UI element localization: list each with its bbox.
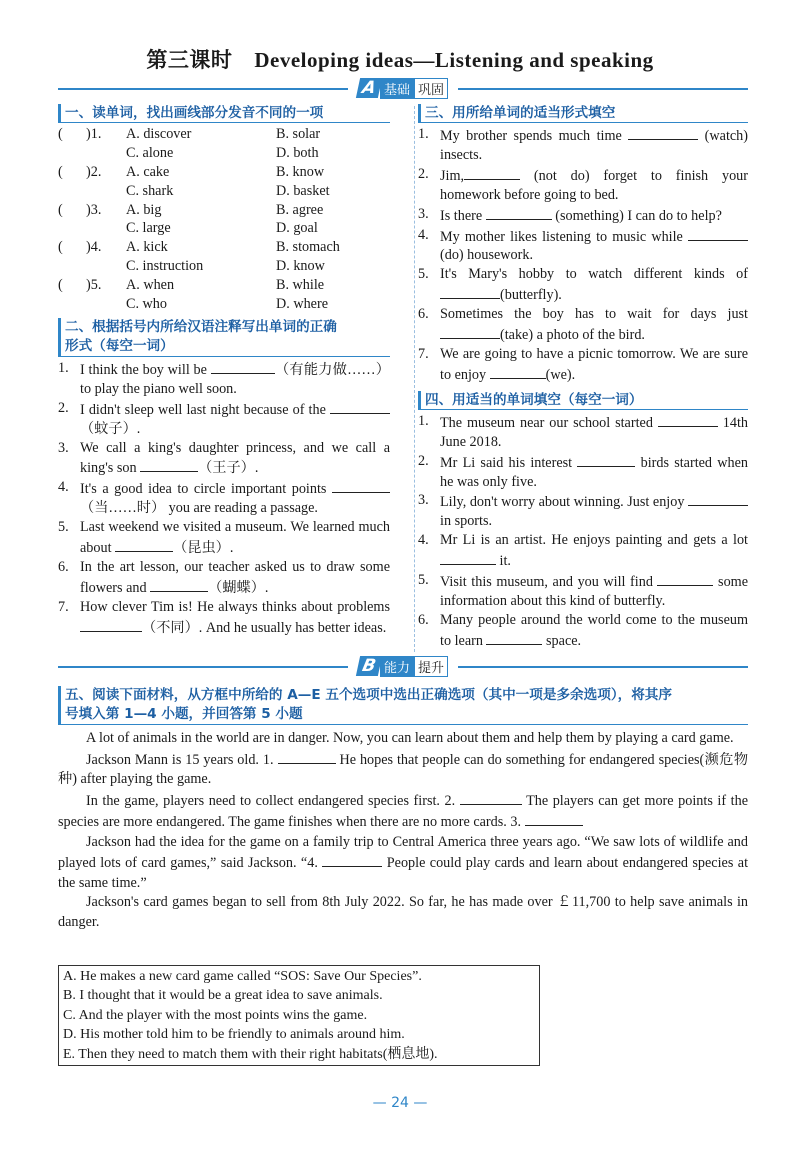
heading-line1: 二、根据括号内所给汉语注释写出单词的正确 xyxy=(65,318,337,335)
option-d: D. both xyxy=(276,144,319,161)
badge-letter: A xyxy=(356,78,382,98)
option-item: E. Then they need to match them with their right habitats(栖息地). xyxy=(63,1046,438,1062)
banner-advanced xyxy=(58,656,748,678)
heading-line2: 号填入第 1—4 小题，并回答第 5 小题 xyxy=(65,706,303,722)
option-d: D. goal xyxy=(276,220,318,237)
section4-heading: 四、用适当的单词填空（每空一词） xyxy=(418,391,748,410)
answer-blank[interactable] xyxy=(628,125,698,140)
answer-blank[interactable] xyxy=(486,205,552,220)
s3-question: 4. My mother likes listening to music while (do) housework. xyxy=(418,226,748,266)
option-a: A. discover xyxy=(126,126,192,142)
heading-line1: 五、阅读下面材料，从方框中所给的 A—E 五个选项中选出正确选项（其中一项是多余选项），将其序 xyxy=(65,687,672,703)
option-b: B. stomach xyxy=(276,239,340,256)
answer-blank[interactable] xyxy=(115,537,173,552)
s3-question: 7. We are going to have a picnic tomorrow. We are sure to enjoy (we). xyxy=(418,345,748,383)
answer-blank[interactable] xyxy=(330,399,390,414)
s2-question: 7. How clever Tim is! He always thinks about problems （不同）. And he usually has better ideas. xyxy=(58,598,390,636)
banner-basic xyxy=(58,78,748,100)
page-number: — 24 — xyxy=(372,1095,428,1111)
banner-line xyxy=(58,666,348,668)
title-cn: 第三课时 xyxy=(146,48,233,72)
option-item: A. He makes a new card game called “SOS: Save Our Species”. xyxy=(63,969,422,984)
s3-question: 1. My brother spends much time (watch) insects. xyxy=(418,126,748,163)
right-column xyxy=(418,104,748,651)
option-a: A. cake xyxy=(126,163,170,180)
s2-question: 5. Last weekend we visited a museum. We learned much about （昆虫）. xyxy=(58,519,390,557)
q-num: )2. xyxy=(86,163,102,180)
paragraph: A lot of animals in the world are in danger. Now, you can learn about them and help them by playing a card game. xyxy=(86,730,734,746)
s4-question: 1. The museum near our school started 14th June 2018. xyxy=(418,412,748,450)
answer-paren[interactable]: ( xyxy=(58,239,63,256)
option-item: B. I thought that it would be a great idea to save animals. xyxy=(63,988,383,1004)
s3-question: 5. It's Mary's hobby to watch different kinds of (butterfly). xyxy=(418,266,748,304)
option-d: D. where xyxy=(276,296,328,313)
banner-badge xyxy=(358,656,448,676)
section1-heading: 一、读单词，找出画线部分发音不同的一项 xyxy=(58,104,390,123)
q-num: )1. xyxy=(86,126,102,142)
option-c: C. alone xyxy=(126,144,174,161)
paragraph: Jackson had the idea for the game on a family trip to Central America three years ago. “We saw lots of wildlife and played lots of card games,” said Jackson. “4. People could play cards and learn about endangered species at the same time.” xyxy=(58,833,749,891)
option-d: D. know xyxy=(276,258,325,275)
badge-letter: B xyxy=(356,656,382,676)
answer-paren[interactable]: ( xyxy=(58,126,63,142)
s2-question: 4. It's a good idea to circle important points （当……时） you are reading a passage. xyxy=(58,478,390,518)
answer-blank[interactable] xyxy=(525,811,583,826)
option-c: C. instruction xyxy=(126,258,204,275)
answer-blank[interactable] xyxy=(140,457,198,472)
option-item: D. His mother told him to be friendly to animals around him. xyxy=(63,1027,405,1043)
s3-question: 3. Is there (something) I can do to help? xyxy=(418,205,722,224)
s4-question: 5. Visit this museum, and you will find some information about this kind of butterfly. xyxy=(418,572,748,609)
answer-blank[interactable] xyxy=(577,452,635,467)
option-a: A. big xyxy=(126,201,162,218)
paragraph: Jackson Mann is 15 years old. 1. He hopes that people can do something for endangered species(濒危物种) after playing the game. xyxy=(58,749,748,790)
title-en: Developing ideas—Listening and speaking xyxy=(254,48,654,72)
section2-heading xyxy=(58,318,390,357)
section3-heading: 三、用所给单词的适当形式填空 xyxy=(418,104,748,123)
banner-line xyxy=(458,666,748,668)
s4-question: 3. Lily, don't worry about winning. Just enjoy in sports. xyxy=(418,491,748,531)
option-b: B. while xyxy=(276,277,325,294)
answer-blank[interactable] xyxy=(80,617,142,632)
column-divider xyxy=(414,106,415,652)
answer-paren[interactable]: ( xyxy=(58,201,63,218)
option-c: C. large xyxy=(126,220,171,237)
answer-blank[interactable] xyxy=(486,630,542,645)
s4-question: 6. Many people around the world come to the museum to learn space. xyxy=(418,611,748,649)
s2-question: 1. I think the boy will be （有能力做……）to play the piano well soon. xyxy=(58,359,390,397)
badge-text1: 能力 xyxy=(380,656,414,677)
answer-blank[interactable] xyxy=(688,226,748,241)
option-c: C. shark xyxy=(126,182,174,199)
q-num: )5. xyxy=(86,277,102,294)
answer-blank[interactable] xyxy=(211,359,275,374)
answer-blank[interactable] xyxy=(658,412,718,427)
s2-question: 6. In the art lesson, our teacher asked us to draw some flowers and （蝴蝶）. xyxy=(58,558,390,596)
s3-question: 2. Jim, (not do) forget to finish your homework before going to bed. xyxy=(418,165,749,203)
option-item: C. And the player with the most points wins the game. xyxy=(63,1007,368,1023)
left-column xyxy=(58,104,390,638)
option-c: C. who xyxy=(126,296,167,313)
answer-blank[interactable] xyxy=(464,165,520,180)
option-a: A. kick xyxy=(126,239,168,256)
s4-question: 4. Mr Li is an artist. He enjoys painting and gets a lot it. xyxy=(418,532,748,570)
heading-line2: 形式（每空一词） xyxy=(65,337,174,354)
q-num: )3. xyxy=(86,201,102,218)
answer-blank[interactable] xyxy=(278,749,336,764)
s2-question: 2. I didn't sleep well last night because of the （蚊子）. xyxy=(58,399,390,439)
answer-blank[interactable] xyxy=(657,571,713,586)
option-b: B. solar xyxy=(276,126,321,142)
s3-question: 6. Sometimes the boy has to wait for days just (take) a photo of the bird. xyxy=(418,306,748,344)
badge-text2: 巩固 xyxy=(414,78,448,99)
section5 xyxy=(58,686,748,932)
answer-blank[interactable] xyxy=(150,577,208,592)
paragraph: Jackson's card games began to sell from 8th July 2022. So far, he has made over ￡11,700 to help save animals in danger. xyxy=(58,894,748,930)
options-box xyxy=(58,965,540,1066)
answer-blank[interactable] xyxy=(688,491,748,506)
page-title xyxy=(0,44,800,74)
option-b: B. agree xyxy=(276,201,324,218)
answer-blank[interactable] xyxy=(490,364,546,379)
s2-question: 3. We call a king's daughter princess, and we call a king's son （王子）. xyxy=(58,439,390,477)
badge-text1: 基础 xyxy=(380,78,414,99)
section1-list xyxy=(58,125,390,314)
answer-blank[interactable] xyxy=(332,478,390,493)
answer-paren[interactable]: ( xyxy=(58,277,63,294)
answer-blank[interactable] xyxy=(440,550,496,565)
banner-line xyxy=(458,88,748,90)
option-b: B. know xyxy=(276,163,325,180)
option-d: D. basket xyxy=(276,182,330,199)
answer-blank[interactable] xyxy=(322,852,382,867)
badge-text2: 提升 xyxy=(414,656,448,677)
answer-blank[interactable] xyxy=(440,324,500,339)
banner-line xyxy=(58,88,348,90)
section5-heading xyxy=(58,686,748,725)
s4-question: 2. Mr Li said his interest birds started when he was only five. xyxy=(418,452,749,490)
paragraph: In the game, players need to collect endangered species first. 2. The players can get more points if the species are more endangered. The game finishes when there are no more cards. 3. xyxy=(58,790,748,833)
answer-blank[interactable] xyxy=(440,284,500,299)
answer-paren[interactable]: ( xyxy=(58,163,63,180)
q-num: )4. xyxy=(86,239,102,256)
option-a: A. when xyxy=(126,277,175,294)
banner-badge xyxy=(358,78,448,98)
answer-blank[interactable] xyxy=(460,790,522,805)
